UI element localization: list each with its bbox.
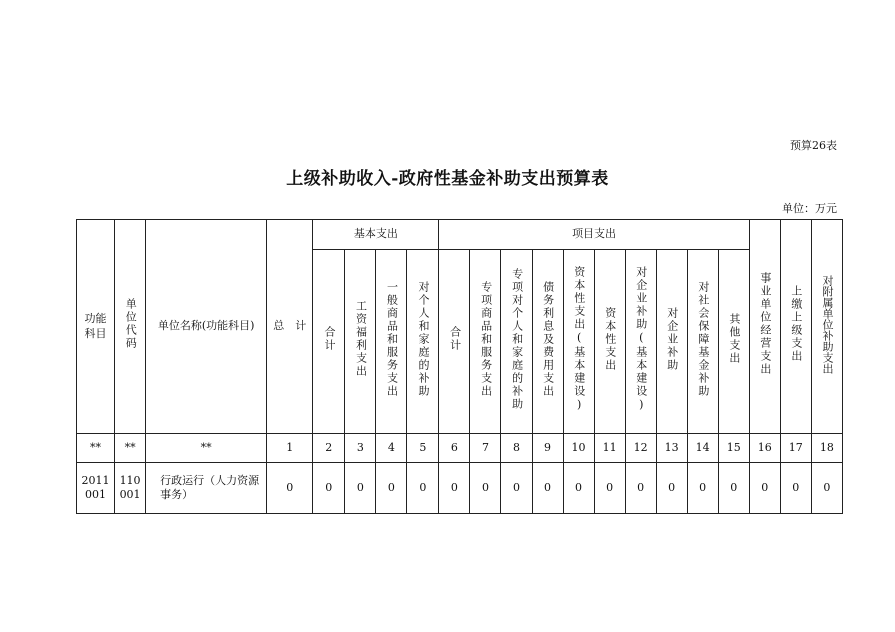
header-project-group: 项目支出	[439, 220, 749, 250]
cell-value: 0	[594, 463, 625, 514]
header-unit-code: 单位代码	[115, 220, 146, 434]
index-cell: 2	[313, 434, 345, 463]
header-basic-group: 基本支出	[313, 220, 439, 250]
header-project-total: 合计	[439, 250, 470, 434]
index-cell: 6	[439, 434, 470, 463]
index-cell: 14	[687, 434, 718, 463]
cell-unit-code: 110001	[115, 463, 146, 514]
header-remit-superior: 上缴上级支出	[780, 220, 811, 434]
cell-value: 0	[439, 463, 470, 514]
index-cell: 1	[267, 434, 313, 463]
index-cell: 16	[749, 434, 780, 463]
form-number: 预算26表	[790, 139, 837, 152]
header-subsidiary-subsidy: 对附属单位补助支出	[811, 220, 842, 434]
header-project-debt: 债务利息及费用支出	[532, 250, 563, 434]
index-cell: 8	[501, 434, 532, 463]
cell-value: 0	[687, 463, 718, 514]
index-cell: 3	[345, 434, 376, 463]
cell-value: 0	[780, 463, 811, 514]
cell-value: 0	[563, 463, 594, 514]
cell-value: 0	[267, 463, 313, 514]
header-business-expense: 事业单位经营支出	[749, 220, 780, 434]
index-cell: 9	[532, 434, 563, 463]
header-project-capital-construction: 资本性支出(基本建设)	[563, 250, 594, 434]
header-basic-wages: 工资福利支出	[345, 250, 376, 434]
header-basic-total: 合计	[313, 250, 345, 434]
cell-value: 0	[313, 463, 345, 514]
index-cell: **	[115, 434, 146, 463]
index-cell: **	[146, 434, 267, 463]
header-basic-goods: 一般商品和服务支出	[376, 250, 407, 434]
index-cell: 7	[470, 434, 501, 463]
header-project-other: 其他支出	[718, 250, 749, 434]
cell-value: 0	[407, 463, 439, 514]
cell-value: 0	[376, 463, 407, 514]
cell-value: 0	[501, 463, 532, 514]
cell-value: 0	[470, 463, 501, 514]
index-cell: 17	[780, 434, 811, 463]
cell-value: 0	[749, 463, 780, 514]
index-row	[77, 434, 843, 463]
cell-value: 0	[532, 463, 563, 514]
cell-unit-name: 行政运行（人力资源事务）	[146, 463, 267, 514]
cell-value: 0	[625, 463, 656, 514]
cell-value: 0	[345, 463, 376, 514]
index-cell: 12	[625, 434, 656, 463]
index-cell: 4	[376, 434, 407, 463]
cell-func-code: 2011001	[77, 463, 115, 514]
header-project-individual: 专项对个人和家庭的补助	[501, 250, 532, 434]
cell-value: 0	[656, 463, 687, 514]
index-cell: 13	[656, 434, 687, 463]
index-cell: 10	[563, 434, 594, 463]
index-cell: 11	[594, 434, 625, 463]
header-project-enterprise: 对企业补助	[656, 250, 687, 434]
header-unit-name: 单位名称(功能科目)	[146, 220, 267, 434]
header-project-goods: 专项商品和服务支出	[470, 250, 501, 434]
index-cell: 5	[407, 434, 439, 463]
cell-value: 0	[718, 463, 749, 514]
header-total: 总 计	[267, 220, 313, 434]
cell-value: 0	[811, 463, 842, 514]
header-func-code: 功能科目	[77, 220, 115, 434]
index-cell: 15	[718, 434, 749, 463]
index-cell: 18	[811, 434, 842, 463]
unit-label: 单位：万元	[782, 202, 837, 215]
budget-table	[76, 219, 843, 514]
header-project-social-security: 对社会保障基金补助	[687, 250, 718, 434]
page-title: 上级补助收入-政府性基金补助支出预算表	[286, 169, 609, 189]
index-cell: **	[77, 434, 115, 463]
header-project-capital: 资本性支出	[594, 250, 625, 434]
header-project-enterprise-construction: 对企业补助(基本建设)	[625, 250, 656, 434]
table-row	[77, 463, 843, 514]
header-basic-individual: 对个人和家庭的补助	[407, 250, 439, 434]
